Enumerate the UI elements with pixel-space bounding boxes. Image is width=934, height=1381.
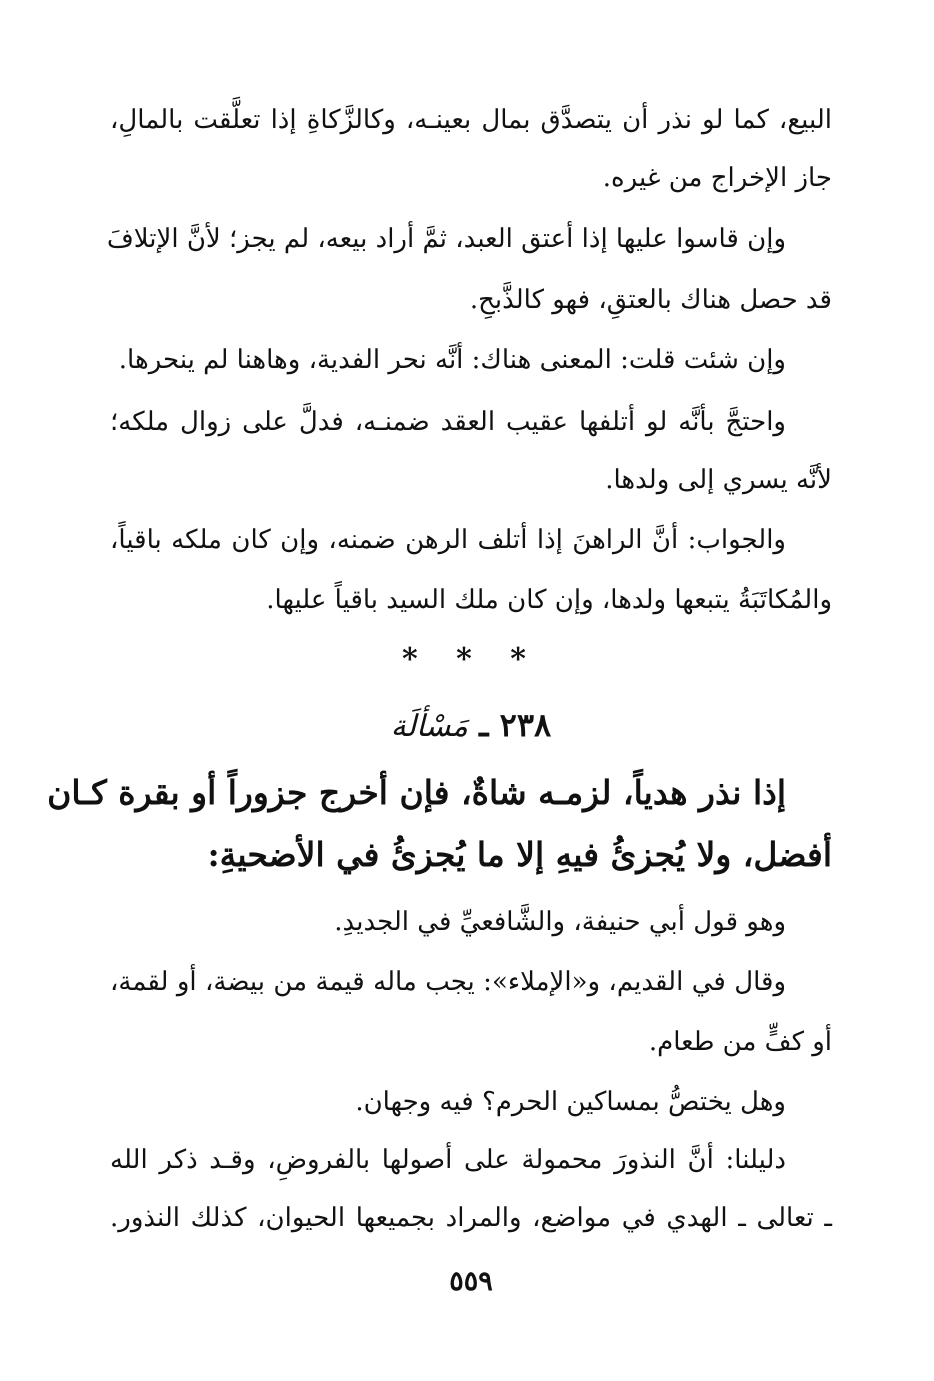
page-number: ٥٥٩ [449, 1266, 493, 1297]
text-line: دليلنا: أنَّ النذورَ محمولة على أصولها بالفروضِ، وقـد ذكر الله [110, 1145, 786, 1175]
issue-statement-line: أفضل، ولا يُجزئُ فيهِ إلا ما يُجزئُ في الأضحيةِ: [207, 835, 832, 874]
section-separator: * * * [402, 642, 540, 677]
issue-heading [110, 700, 832, 750]
issue-statement-line: إذا نذر هدياً، لزمـه شاةٌ، فإن أخرج جزوراً أو بقرة كـان [47, 773, 786, 812]
text-line: وهو قول أبي حنيفة، والشَّافعيِّ في الجديدِ. [334, 907, 786, 937]
issue-title-word: مَسْألَة [390, 709, 468, 744]
issue-number: ٢٣٨ ـ [479, 706, 552, 744]
book-page [47, 0, 832, 1381]
text-line: واحتجَّ بأنَّه لو أتلفها عقيب العقد ضمنـه، فدلَّ على زوال ملكه؛ [110, 407, 786, 437]
text-line: وإن شئت قلت: المعنى هناك: أنَّه نحر الفدية، وهاهنا لم ينحرها. [118, 345, 786, 375]
text-line: وقال في القديم، و«الإملاء»: يجب ماله قيمة من بيضة، أو لقمة، [110, 967, 786, 997]
text-line: والمُكاتَبَةُ يتبعها ولدها، وإن كان ملك السيد باقياً عليها. [266, 585, 832, 615]
text-line: قد حصل هناك بالعتقِ، فهو كالذَّبحِ. [469, 285, 832, 315]
text-line: أو كفٍّ من طعام. [648, 1027, 832, 1057]
text-line: ـ تعالى ـ الهدي في مواضع، والمراد بجميعها الحيوان، كذلك النذور. [110, 1203, 832, 1233]
text-line: وهل يختصُّ بمساكين الحرم؟ فيه وجهان. [355, 1087, 786, 1117]
text-line: وإن قاسوا عليها إذا أعتق العبد، ثمَّ أراد بيعه، لم يجز؛ لأنَّ الإتلافَ [106, 224, 786, 254]
text-line: البيع، كما لو نذر أن يتصدَّق بمال بعينـه، وكالزَّكاةِ إذا تعلَّقت بالمالِ، [110, 105, 832, 135]
text-line: جاز الإخراج من غيره. [602, 163, 832, 193]
text-line: والجواب: أنَّ الراهنَ إذا أتلف الرهن ضمنه، وإن كان ملكه باقياً، [110, 525, 786, 555]
text-line: لأنَّه يسري إلى ولدها. [605, 465, 832, 495]
